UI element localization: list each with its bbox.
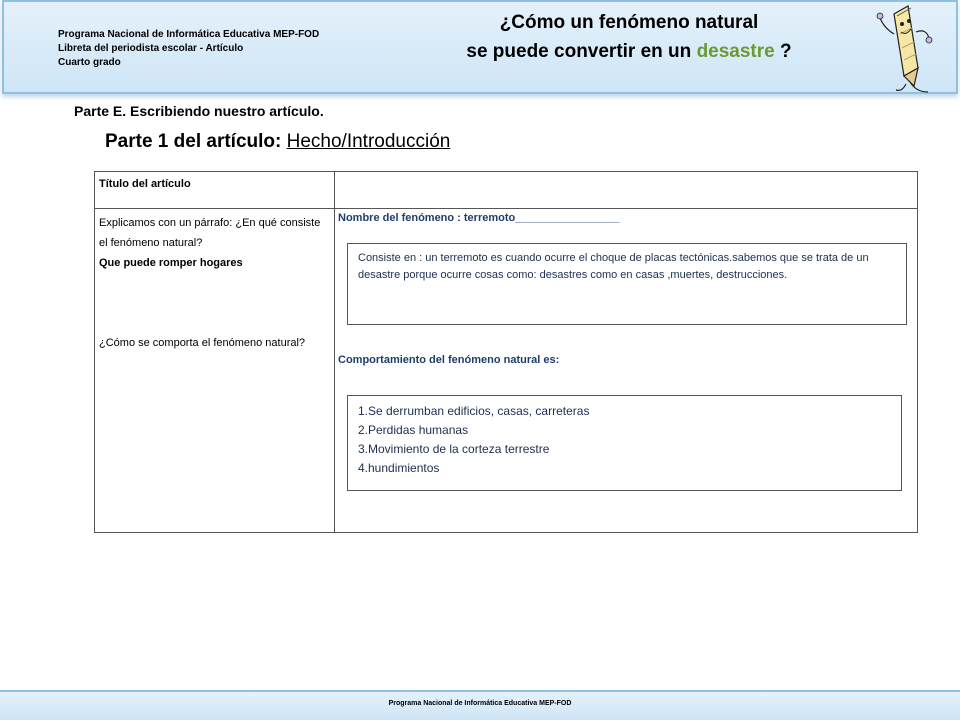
article-content-row <box>95 209 918 533</box>
behavior-label: Comportamiento del fenómeno natural es: <box>338 354 560 366</box>
article-title-row <box>95 172 918 209</box>
article-title-label: Título del artículo <box>95 172 335 209</box>
footer-text: Programa Nacional de Informática Educativa MEP-FOD <box>388 700 572 707</box>
list-item: 1.Se derrumban edificios, casas, carreteras <box>358 404 590 418</box>
short-answer: Que puede romper hogares <box>99 257 243 269</box>
question-behavior: ¿Cómo se comporta el fenómeno natural? <box>99 337 306 349</box>
questions-cell <box>95 209 335 533</box>
part1-lead: Parte 1 del artículo: <box>105 131 282 152</box>
title-line-2 <box>384 37 874 66</box>
article-title-value[interactable] <box>335 172 918 209</box>
footer-banner <box>0 690 960 720</box>
question-what-is: Explicamos con un párrafo: ¿En qué consiste el fenómeno natural? <box>99 217 321 249</box>
section-part-1-heading <box>105 131 450 153</box>
section-part-e: Parte E. Escribiendo nuestro artículo. <box>74 103 324 119</box>
program-info <box>58 28 319 70</box>
page-title <box>384 8 874 66</box>
program-line: Programa Nacional de Informática Educativa MEP-FOD <box>58 29 320 40</box>
title-line-1: ¿Cómo un fenómeno natural <box>499 12 759 33</box>
pencil-mascot-icon <box>874 4 936 96</box>
article-table <box>94 171 918 533</box>
title-highlight: desastre <box>696 41 775 62</box>
title-line-2-prefix: se puede convertir en un <box>466 41 692 62</box>
behaviors-list <box>358 402 891 478</box>
header-banner <box>2 0 958 94</box>
list-item: 3.Movimiento de la corteza terrestre <box>358 442 550 456</box>
answers-cell <box>335 209 918 533</box>
part1-topic: Hecho/Introducción <box>286 131 451 152</box>
phenomenon-name: Nombre del fenómeno : terremoto_________________ <box>338 212 620 224</box>
title-suffix: ? <box>774 41 792 62</box>
list-item: 4.hundimientos <box>358 461 440 475</box>
consists-textbox[interactable]: Consiste en : un terremoto es cuando ocurre el choque de placas tectónicas.sabemos que se trata de un desastre porque ocurre cosas como: desastres como en casas ,muertes, destrucciones. <box>347 243 907 325</box>
grade-line: Cuarto grado <box>58 57 121 68</box>
behaviors-textbox[interactable] <box>347 395 902 491</box>
notebook-line: Libreta del periodista escolar - Artículo <box>58 43 244 54</box>
list-item: 2.Perdidas humanas <box>358 423 469 437</box>
